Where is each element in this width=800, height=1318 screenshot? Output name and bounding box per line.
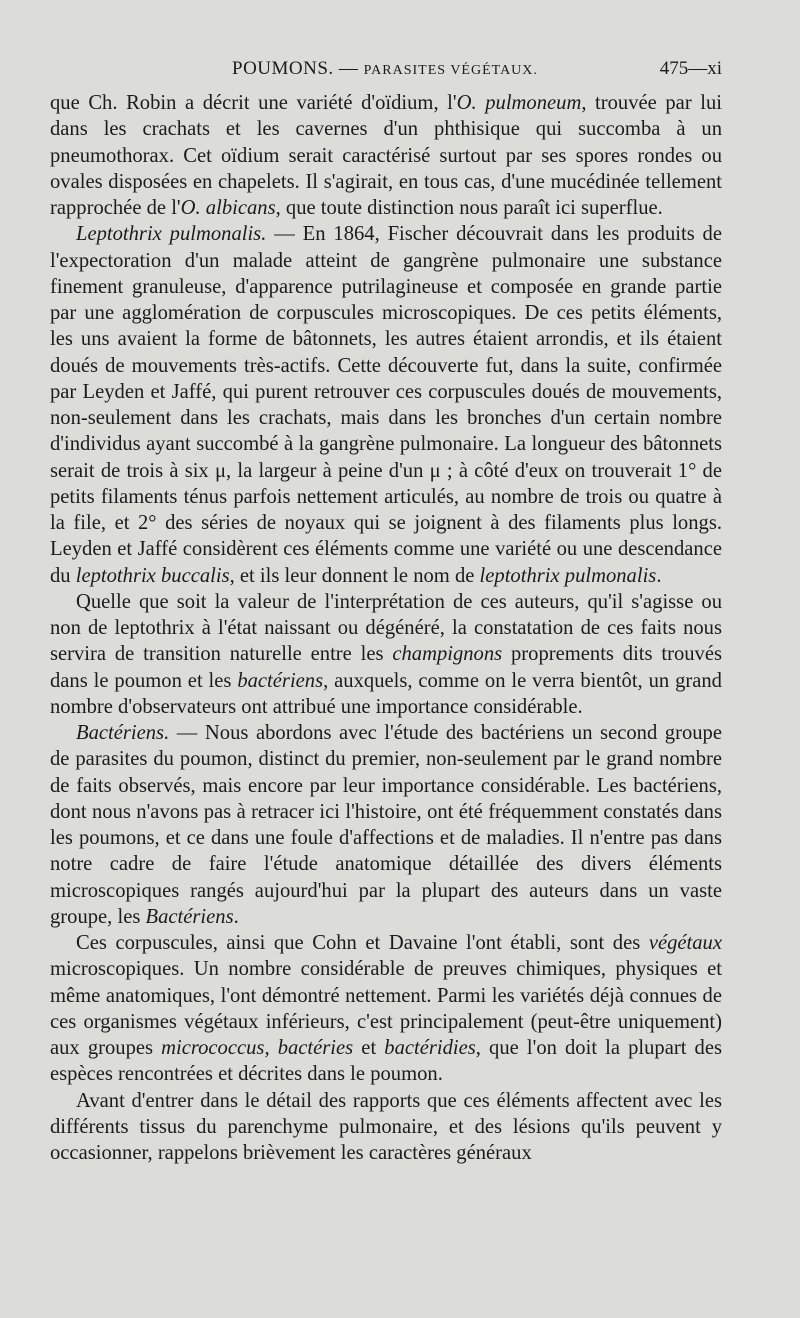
italic-run: micrococcus, bactéries — [161, 1037, 354, 1059]
paragraph — [50, 589, 722, 720]
running-title-main: POUMONS. — — [232, 58, 359, 79]
text-run: , que toute distinction nous paraît ici superflue. — [275, 197, 663, 219]
text-run: Ces corpuscules, ainsi que Cohn et Davaine l'ont établi, sont des — [76, 932, 649, 954]
text-run: Avant d'entrer dans le détail des rapports que ces éléments affectent avec les différents tissus du parenchyme pulmonaire, et des lésions qu'ils peuvent y occasionner, rappelons brièvement les caractères généraux — [50, 1089, 722, 1164]
text-run: — Nous abordons avec l'étude des bactériens un second groupe de parasites du poumon, distinct du premier, non-seulement par le grand nombre de faits observés, mais encore par leur importance considérable. Les bactériens, dont nous n'avons pas à retracer ici l'histoire, ont été fréquemment constatés dans les poumons, et ce dans une foule d'affections et de maladies. Il n'entre pas dans notre cadre de faire l'étude anatomique détaillée des divers éléments microscopiques rangés aujourd'hui par la plupart des auteurs dans un vaste groupe, les — [50, 722, 722, 928]
page-number: 475—xi — [659, 58, 722, 79]
text-run: et — [353, 1037, 385, 1059]
running-title — [232, 58, 538, 80]
italic-run: végétaux — [648, 932, 722, 954]
italic-run: bactéridies — [384, 1037, 476, 1059]
italic-run: leptothrix pulmonalis — [479, 564, 657, 587]
italic-run: O. pulmoneum — [456, 92, 582, 114]
text-run: , trouvée par lui dans les crachats et les cavernes d'un phthisique qui succomba à un pneumothorax. Cet oïdium serait caractérisé surtout par ses spores rondes ou ovales disposées en chapelets. Il s'agirait, en tous cas, d'une mucédinée tellement rapprochée de l' — [50, 92, 723, 219]
paragraph — [50, 720, 722, 930]
italic-run: Bactériens. — [76, 722, 170, 744]
text-run: — En 1864, Fischer découvrait dans les produits de l'expectoration d'un malade atteint de gangrène pulmonaire une substance finement granuleuse, d'apparence putrilagineuse et composée en grande partie par une agglomération de corpuscules microscopiques. De ces petits éléments, les uns avaient la forme de bâtonnets, les autres étaient arrondis, et ils étaient doués de mouvements très-actifs. Cette découverte fut, dans la suite, confirmée par Leyden et Jaffé, qui purent retrouver ces corpuscules doués de mouvements, non-seulement dans les crachats, mais dans les bronches d'un certain nombre d'individus ayant succombé à la gangrène pulmonaire. La longueur des bâtonnets serait de trois à six μ, la largeur à peine d'un μ ; à côté d'eux on trouverait 1° de petits filaments ténus parfois nettement articulés, au nombre de trois ou quatre à la file, et 2° des séries de noyaux qui se joignent à des filaments plus longs. Leyden et Jaffé considèrent ces éléments comme une variété ou une descendance du — [50, 223, 722, 587]
italic-run: Leptothrix pulmonalis. — [76, 223, 267, 246]
text-run: , auxquels, comme on le verra bientôt, un grand nombre d'observateurs ont attribué une importance considérable. — [50, 669, 722, 718]
text-run: proprements dits trouvés dans le poumon et les — [50, 643, 722, 692]
paragraph — [50, 221, 722, 589]
text-run: . — [233, 905, 239, 928]
paragraph — [50, 930, 722, 1088]
paragraph — [50, 90, 722, 221]
italic-run: champignons — [392, 643, 503, 666]
text-run: microscopiques. Un nombre considérable de preuves chimiques, physiques et même anatomiques, l'ont démontré nettement. Parmi les variétés déjà connues de ces organismes végétaux inférieurs, c'est principalement (peut-être uniquement) aux groupes — [50, 958, 722, 1059]
text-run: . — [656, 564, 662, 587]
italic-run: Bactériens — [145, 905, 234, 928]
running-header — [50, 58, 722, 88]
text-run: , que l'on doit la plupart des espèces rencontrées et décrites dans le poumon. — [50, 1037, 722, 1086]
text-run: , et ils leur donnent le nom de — [229, 564, 480, 587]
paragraph — [50, 1088, 722, 1167]
italic-run: leptothrix buccalis — [75, 564, 230, 587]
text-run: Quelle que soit la valeur de l'interprétation de ces auteurs, qu'il s'agisse ou non de leptothrix à l'état naissant ou dégénéré, la constatation de ces faits nous servira de transition naturelle entre les — [50, 590, 722, 666]
running-title-sub: PARASITES VÉGÉTAUX. — [363, 63, 538, 78]
italic-run: bactériens — [237, 669, 324, 692]
text-run: que Ch. Robin a décrit une variété d'oïdium, l' — [50, 92, 457, 114]
body-text — [50, 90, 722, 1166]
italic-run: O. albicans — [180, 197, 276, 219]
